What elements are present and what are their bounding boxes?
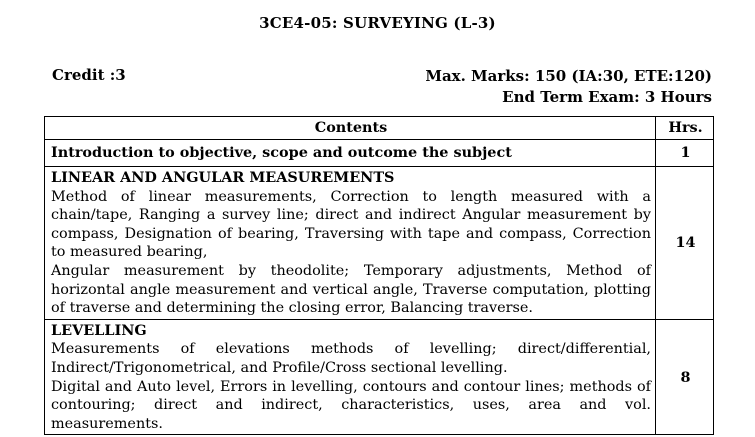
levelling-heading: LEVELLING — [51, 321, 147, 339]
linear-angular-hrs: 14 — [656, 167, 714, 320]
hrs-header: Hrs. — [656, 117, 714, 140]
table-row-introduction — [45, 140, 714, 167]
introduction-hrs: 1 — [656, 140, 714, 167]
linear-angular-para-2: Angular measurement by theodolite; Temporary adjustments, Method of horizontal angle measurement and vertical angle, Traverse computation, plotting of traverse and determining the closing error, Balancing traverse. — [51, 262, 651, 317]
max-marks-label: Max. Marks: 150 (IA:30, ETE:120) — [425, 67, 712, 85]
levelling-para-2: Digital and Auto level, Errors in levelling, contours and contour lines; methods of contouring; direct and indirect, characteristics, uses, area and vol. measurements. — [51, 378, 651, 432]
contents-header: Contents — [45, 117, 656, 140]
document-title: 3CE4-05: SURVEYING (L-3) — [259, 14, 496, 32]
introduction-cell: Introduction to objective, scope and outcome the subject — [45, 140, 656, 167]
table-row-levelling — [45, 319, 714, 435]
exam-hours-label: End Term Exam: 3 Hours — [502, 88, 712, 106]
credit-label: Credit :3 — [52, 66, 126, 84]
table-row-linear-angular — [45, 167, 714, 320]
linear-angular-cell — [45, 167, 656, 320]
linear-angular-para-1: Method of linear measurements, Correction to length measured with a chain/tape, Ranging a survey line; direct and indirect Angular measurement by compass, Designation of bearing, Traversing with tape and compass, Correction to measured bearing, — [51, 188, 651, 261]
levelling-hrs: 8 — [656, 319, 714, 435]
linear-angular-heading: LINEAR AND ANGULAR MEASUREMENTS — [51, 169, 395, 186]
levelling-cell — [45, 319, 656, 435]
marks-block — [425, 66, 712, 108]
table-header-row — [45, 117, 714, 140]
syllabus-table — [44, 116, 714, 435]
levelling-para-1: Measurements of elevations methods of levelling; direct/differential, Indirect/Trigonometrical, and Profile/Cross sectional levelling. — [51, 341, 651, 376]
